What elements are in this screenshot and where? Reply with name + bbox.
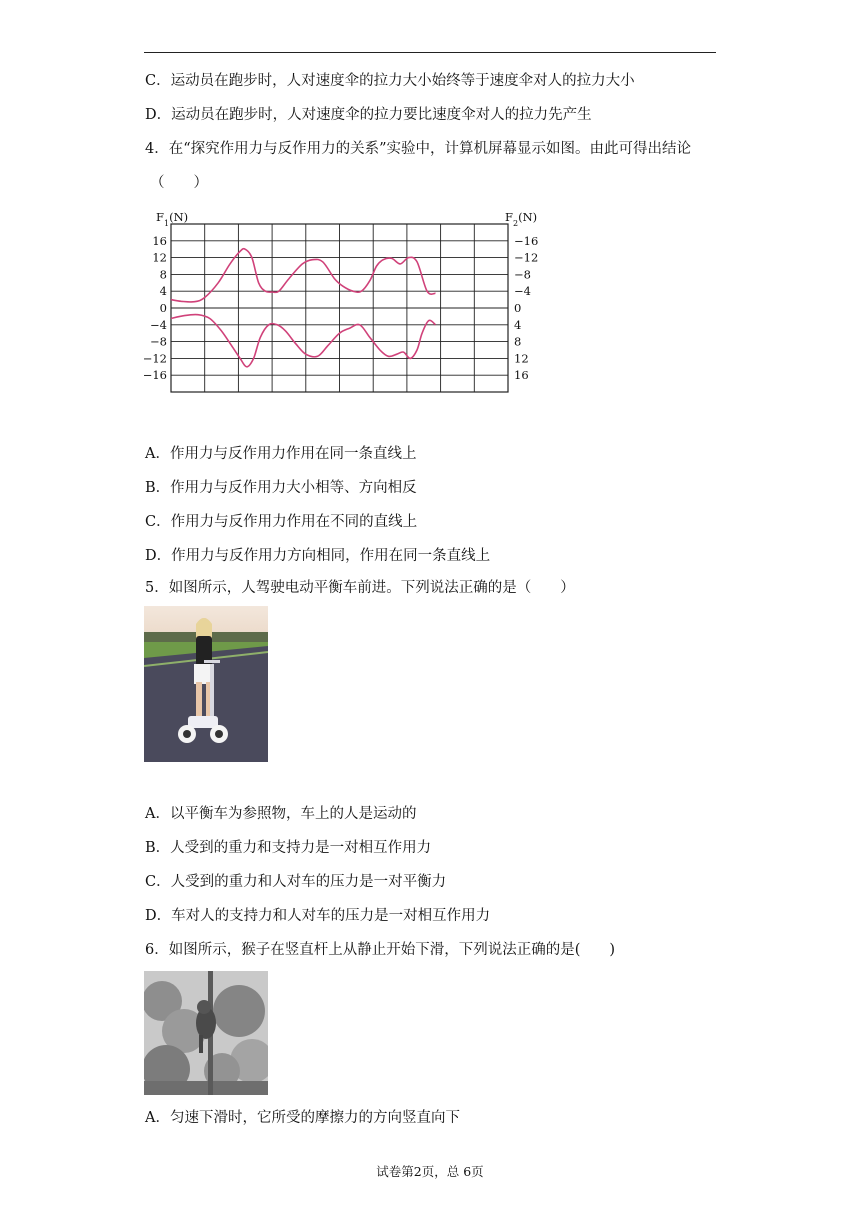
right-tick-label: 4 — [514, 317, 522, 332]
right-tick-label: 12 — [514, 351, 529, 366]
question5-option-d: D．车对人的支持力和人对车的压力是一对相互作用力 — [145, 908, 491, 924]
left-tick-label: −4 — [150, 317, 167, 332]
right-tick-label: −16 — [514, 233, 539, 248]
right-tick-label: 8 — [514, 334, 522, 349]
question4-answer-blank: （ ） — [150, 175, 208, 191]
monkey-pole-photo — [144, 971, 268, 1095]
left-tick-label: −12 — [142, 351, 167, 366]
question5-stem: 5．如图所示，人驾驶电动平衡车前进。下列说法正确的是（ ） — [145, 580, 575, 596]
right-tick-label: −12 — [514, 250, 539, 265]
right-tick-label: −4 — [514, 284, 531, 299]
right-tick-label: 16 — [514, 368, 529, 383]
question6-stem: 6．如图所示，猴子在竖直杆上从静止开始下滑，下列说法正确的是( ) — [145, 942, 616, 958]
page-footer: 试卷第2页，总 6页 — [376, 1164, 484, 1179]
question3-option-c: C．运动员在跑步时，人对速度伞的拉力大小始终等于速度伞对人的拉力大小 — [145, 73, 635, 89]
balance-scooter-photo — [144, 606, 268, 762]
question5-option-b: B．人受到的重力和支持力是一对相互作用力 — [145, 840, 432, 856]
question4-option-a: A．作用力与反作用力作用在同一条直线上 — [145, 446, 417, 462]
question6-option-a: A．匀速下滑时，它所受的摩擦力的方向竖直向下 — [145, 1110, 460, 1126]
left-tick-label: 4 — [159, 284, 167, 299]
left-axis-label: $F_1(N)$ — [156, 210, 189, 228]
right-axis-label: $F_2(N)$ — [505, 210, 538, 228]
right-tick-label: 0 — [514, 301, 522, 315]
left-tick-label: −8 — [150, 334, 167, 349]
question5-option-a: A．以平衡车为参照物，车上的人是运动的 — [145, 806, 417, 822]
right-tick-label: −8 — [514, 267, 531, 282]
left-tick-label: 8 — [159, 267, 167, 282]
chart-grid — [171, 224, 508, 392]
question4-option-d: D．作用力与反作用力方向相同，作用在同一条直线上 — [145, 548, 491, 564]
question4-stem: 4．在“探究作用力与反作用力的关系”实验中，计算机屏幕显示如图。由此可得出结论 — [145, 141, 692, 157]
left-tick-label: 12 — [152, 250, 167, 265]
question5-option-c: C．人受到的重力和人对车的压力是一对平衡力 — [145, 874, 447, 890]
question4-option-c: C．作用力与反作用力作用在不同的直线上 — [145, 514, 418, 530]
chart-axis-labels — [156, 210, 537, 228]
header-rule — [144, 52, 716, 53]
question4-option-b: B．作用力与反作用力大小相等、方向相反 — [145, 480, 417, 496]
left-tick-label: −16 — [142, 368, 167, 383]
force-chart — [140, 204, 560, 400]
question3-option-d: D．运动员在跑步时，人对速度伞的拉力要比速度伞对人的拉力先产生 — [145, 107, 592, 123]
left-tick-label: 16 — [152, 233, 167, 248]
f2-curve — [171, 315, 436, 367]
left-tick-label: 0 — [159, 301, 167, 315]
f1-curve — [171, 249, 436, 302]
